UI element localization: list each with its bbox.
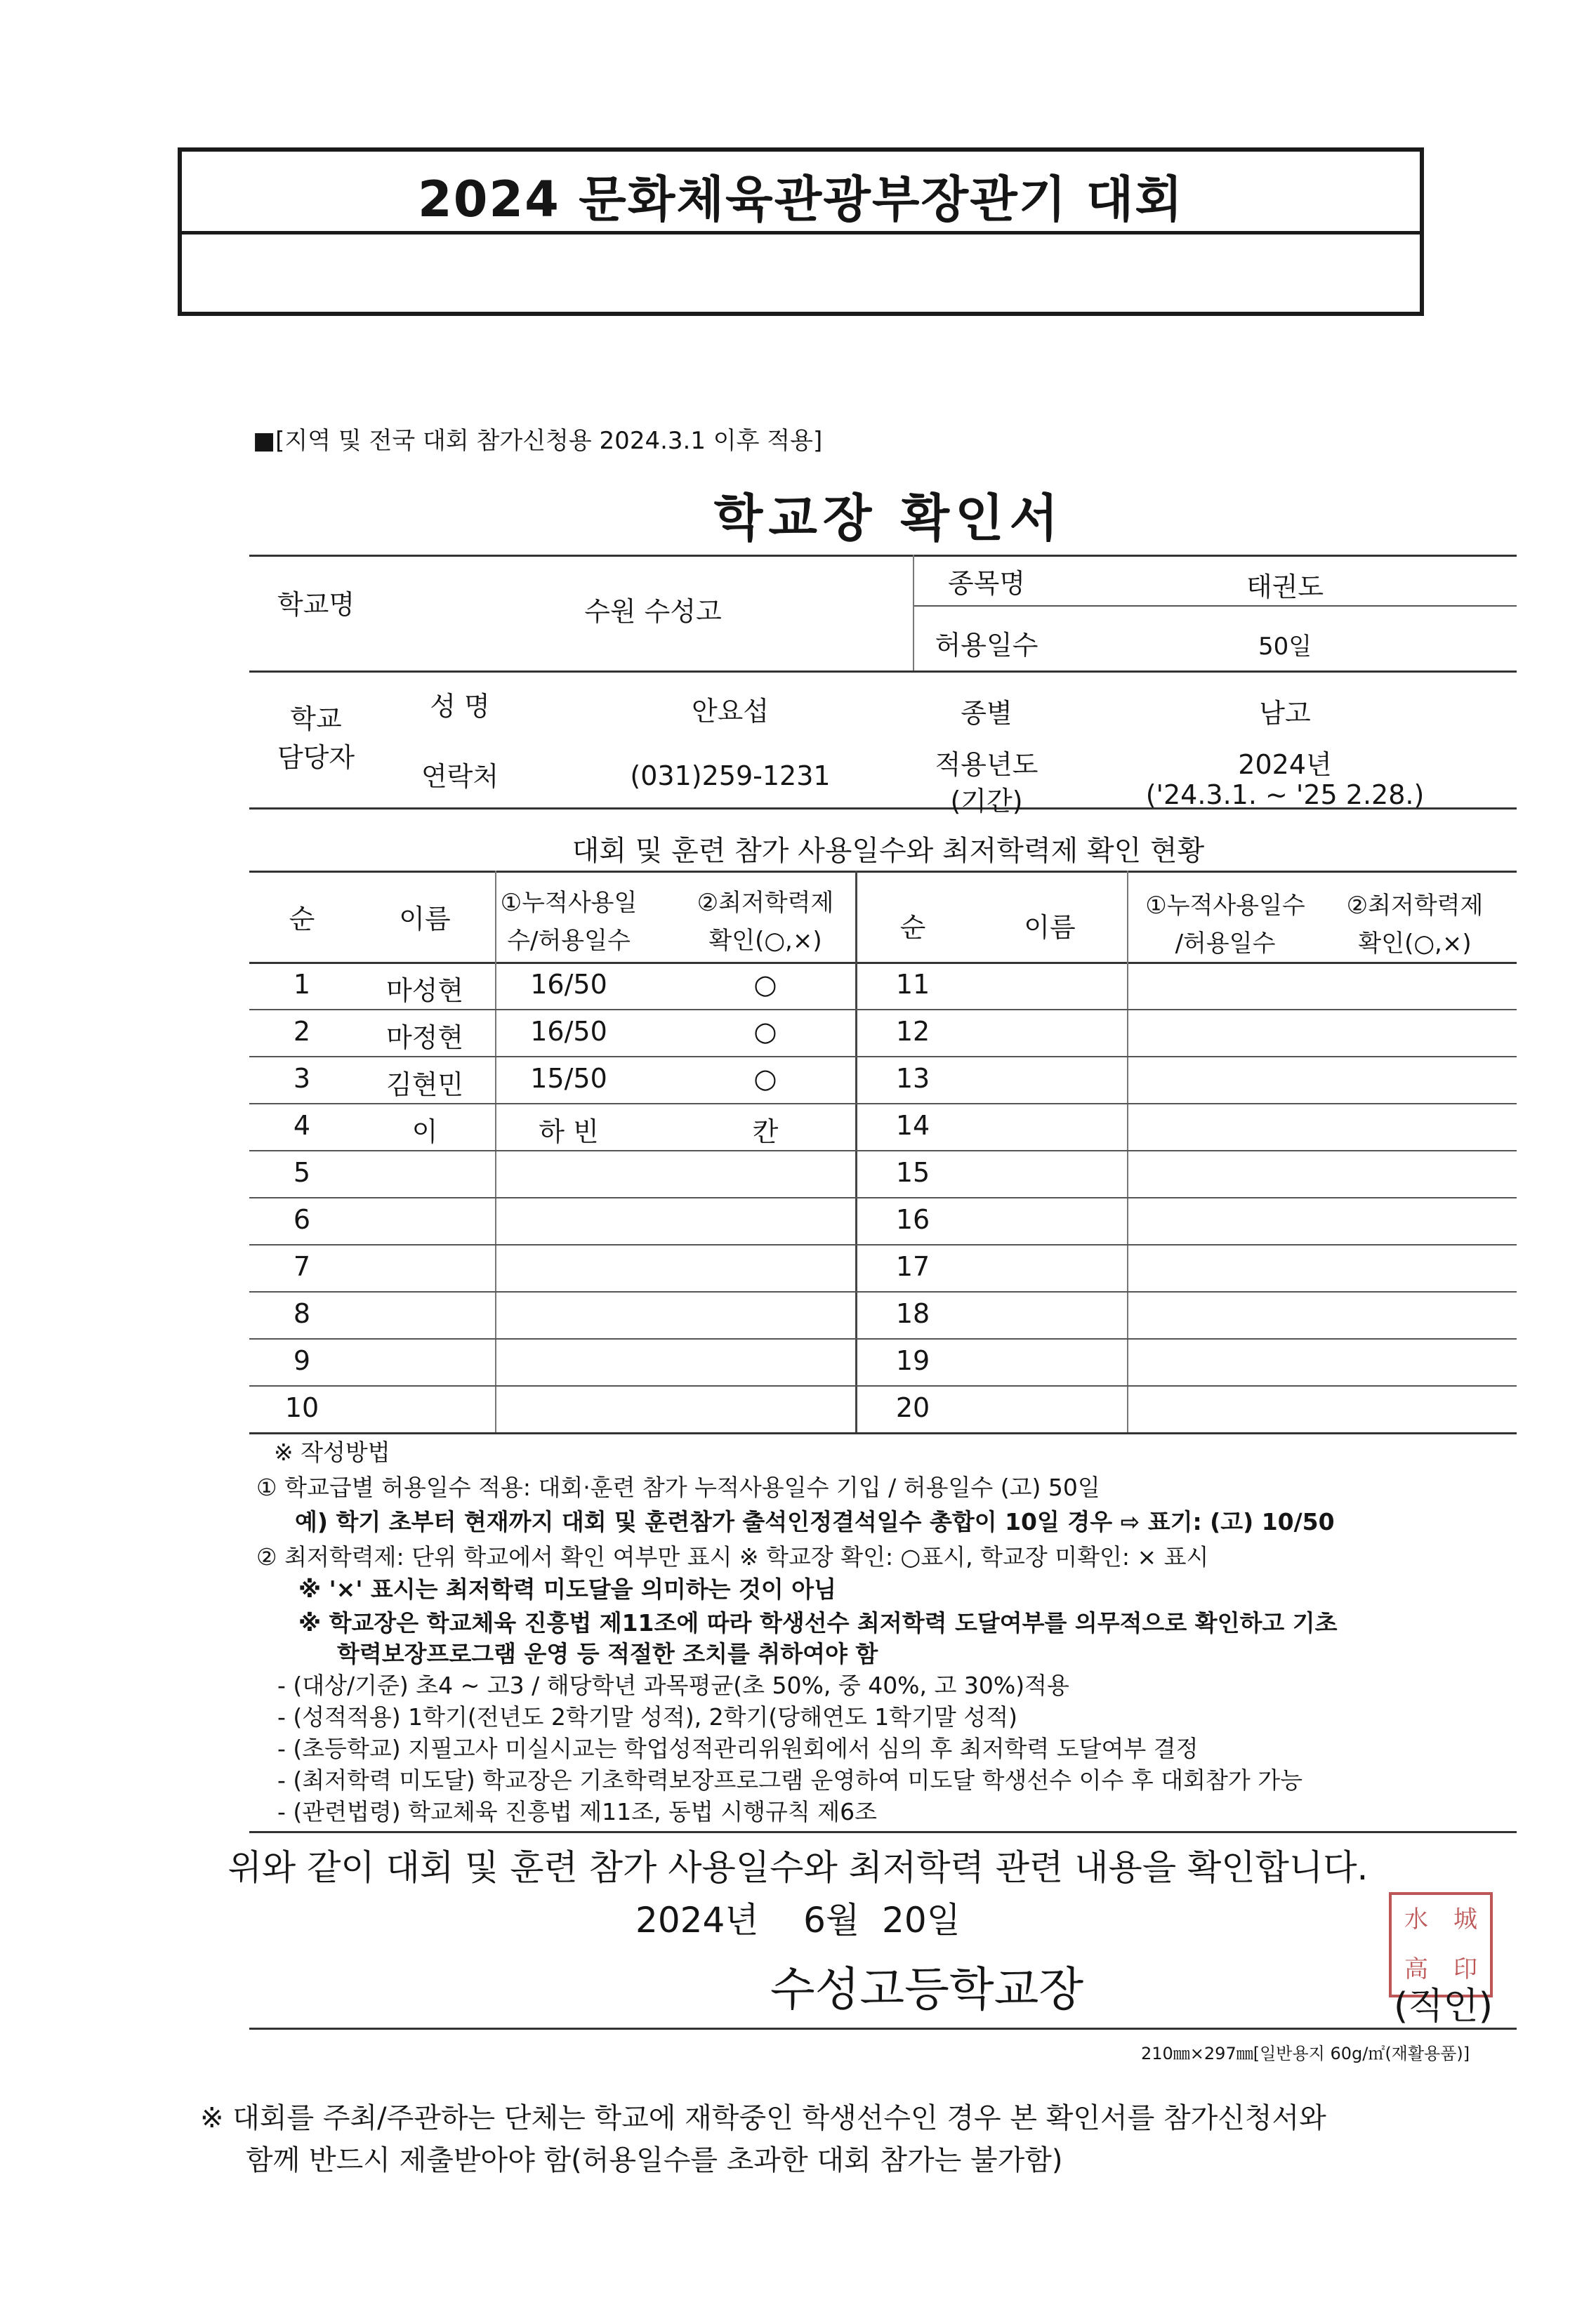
note-detail: - (대상/기준) 초4 ~ 고3 / 해당학년 과목평균(초 50%, 중 40%, 고 30%)적용 — [277, 1672, 1069, 1699]
student-days: 16/50 — [530, 1016, 607, 1047]
row-number: 10 — [284, 1392, 319, 1423]
info-rule — [249, 670, 1517, 673]
row-number-right: 16 — [895, 1204, 930, 1235]
type-label: 종별 — [961, 698, 1013, 729]
note-detail: - (초등학교) 지필고사 미실시교는 학업성적관리위원회에서 심의 후 최저학력 도달여부 결정 — [277, 1735, 1199, 1762]
paper-spec: 210㎜×297㎜[일반용지 60g/㎡(재활용품)] — [1141, 2044, 1470, 2063]
footer-note: ※ 대회를 주최/주관하는 단체는 학교에 재학중인 학생선수인 경우 본 확인서를 참가신청서와 — [200, 2102, 1326, 2134]
confirm-date: 2024년 6월 20일 — [635, 1900, 961, 1941]
row-number-right: 20 — [895, 1392, 930, 1423]
col-check-right: ②최저학력제 — [1346, 892, 1484, 920]
row-rule — [249, 1103, 1517, 1104]
row-number-right: 15 — [895, 1157, 930, 1188]
row-number: 1 — [293, 969, 311, 1000]
row-number: 4 — [293, 1110, 311, 1141]
student-name: 김현민 — [385, 1069, 464, 1100]
note-detail: - (관련법령) 학교체육 진흥법 제11조, 동법 시행규칙 제6조 — [277, 1798, 877, 1825]
confirm-statement: 위와 같이 대회 및 훈련 참가 사용일수와 최저학력 관련 내용을 확인합니다. — [227, 1847, 1369, 1888]
name-value: 안요섭 — [691, 696, 770, 727]
student-name: 이 — [411, 1116, 438, 1147]
year-value: 2024년 — [1238, 749, 1332, 780]
banner-title: 2024 문화체육관광부장관기 대회 — [417, 171, 1184, 228]
col-divider — [1127, 871, 1128, 1432]
note-detail: - (성적적용) 1학기(전년도 2학기말 성적), 2학기(당해연도 1학기말 성적) — [277, 1703, 1018, 1731]
type-value: 남고 — [1259, 698, 1311, 729]
info-top-rule — [249, 555, 1517, 557]
info-divider — [913, 555, 914, 670]
contact-label: 연락처 — [421, 761, 499, 792]
student-days: 하 빈 — [539, 1116, 599, 1147]
contact-value: (031)259-1231 — [630, 760, 831, 791]
student-check: ○ — [753, 969, 777, 1000]
row-rule — [249, 1244, 1517, 1246]
col-divider — [495, 871, 496, 1432]
sport-label: 종목명 — [947, 568, 1026, 599]
signer: 수성고등학교장 — [770, 1962, 1084, 2016]
status-heading: 대회 및 훈련 참가 사용일수와 최저학력제 확인 현황 — [572, 835, 1205, 867]
school-value: 수원 수성고 — [584, 596, 722, 627]
year-label: 적용년도 — [935, 749, 1038, 780]
row-number-right: 17 — [895, 1251, 930, 1282]
student-days: 15/50 — [530, 1063, 607, 1094]
student-check: 칸 — [752, 1116, 779, 1147]
col-no: 순 — [289, 904, 315, 934]
col-check-right: 확인(○,×) — [1358, 930, 1472, 958]
row-rule — [249, 1291, 1517, 1293]
school-seal: 水 城 高 印 — [1389, 1892, 1493, 1997]
col-days-right: /허용일수 — [1175, 930, 1276, 958]
manager-label: 담당자 — [277, 742, 355, 773]
row-rule — [249, 1338, 1517, 1340]
days-label: 허용일수 — [935, 630, 1038, 661]
note-academic: ② 최저학력제: 단위 학교에서 확인 여부만 표시 ※ 학교장 확인: ○표시, 학교장 미확인: × 표시 — [256, 1543, 1209, 1571]
col-check: 확인(○,×) — [708, 927, 822, 955]
student-check: ○ — [753, 1063, 777, 1094]
row-number: 6 — [293, 1204, 311, 1235]
row-number: 2 — [293, 1016, 311, 1047]
signature-rule — [249, 2028, 1517, 2030]
sport-value: 태권도 — [1246, 572, 1324, 602]
form-title: 학교장 확인서 — [713, 489, 1064, 548]
row-number-right: 12 — [895, 1016, 930, 1047]
note-days-example: 예) 학기 초부터 현재까지 대회 및 훈련참가 출석인정결석일수 총합이 10일 경우 ⇨ 표기: (고) 10/50 — [295, 1508, 1335, 1535]
row-number-right: 19 — [895, 1345, 930, 1376]
row-rule — [249, 1009, 1517, 1010]
footer-note: 함께 반드시 제출받아야 함(허용일수를 초과한 대회 참가는 불가함) — [246, 2144, 1063, 2176]
row-number-right: 14 — [895, 1110, 930, 1141]
row-number: 7 — [293, 1251, 311, 1282]
row-number: 8 — [293, 1298, 311, 1329]
form-category: ■[지역 및 전국 대회 참가신청용 2024.3.1 이후 적용] — [253, 427, 823, 455]
note-academic-x: ※ '×' 표시는 최저학력 미도달을 의미하는 것이 아님 — [298, 1575, 837, 1603]
col-days-right: ①누적사용일수 — [1145, 892, 1305, 920]
row-number: 9 — [293, 1345, 311, 1376]
col-name-right: 이름 — [1024, 912, 1076, 943]
note-detail: - (최저학력 미도달) 학교장은 기초학력보장프로그램 운영하여 미도달 학생선수 이수 후 대회참가 가능 — [277, 1766, 1303, 1794]
row-rule — [249, 1385, 1517, 1387]
student-name: 마정현 — [385, 1022, 464, 1053]
status-top-rule — [249, 871, 1517, 873]
note-academic-law: ※ 학교장은 학교체육 진흥법 제11조에 따라 학생선수 최저학력 도달여부를 의무적으로 확인하고 기초 — [298, 1609, 1338, 1637]
notes-rule — [249, 1831, 1517, 1833]
row-rule — [249, 1056, 1517, 1057]
info-rule — [913, 605, 1517, 607]
status-bottom-rule — [249, 1432, 1517, 1434]
student-days: 16/50 — [530, 969, 607, 1000]
status-header-rule — [249, 962, 1517, 964]
year-label: (기간) — [950, 786, 1023, 817]
row-number-right: 11 — [895, 969, 930, 1000]
col-days: 수/허용일수 — [507, 927, 631, 955]
col-divider — [855, 871, 857, 1432]
row-number: 3 — [293, 1063, 311, 1094]
col-check: ②최저학력제 — [697, 889, 834, 917]
notes-heading: ※ 작성방법 — [274, 1439, 390, 1466]
student-name: 마성현 — [385, 975, 464, 1006]
note-days: ① 학교급별 허용일수 적용: 대회·훈련 참가 누적사용일수 기입 / 허용일수 (고) 50일 — [256, 1474, 1100, 1501]
note-academic-law: 학력보장프로그램 운영 등 적절한 조치를 취하여야 함 — [337, 1640, 878, 1667]
name-label: 성 명 — [430, 691, 490, 722]
school-label: 학교명 — [277, 589, 355, 620]
student-check: ○ — [753, 1016, 777, 1047]
col-no-right: 순 — [899, 912, 926, 943]
row-rule — [249, 1150, 1517, 1151]
row-number-right: 13 — [895, 1063, 930, 1094]
year-period: ('24.3.1. ~ '25 2.28.) — [1145, 779, 1425, 810]
row-rule — [249, 1197, 1517, 1198]
row-number: 5 — [293, 1157, 311, 1188]
col-days: ①누적사용일 — [500, 889, 638, 917]
row-number-right: 18 — [895, 1298, 930, 1329]
manager-label: 학교 — [290, 703, 342, 734]
days-value: 50일 — [1258, 633, 1312, 661]
seal-label: (직인) — [1394, 1986, 1493, 2028]
col-name: 이름 — [399, 904, 451, 934]
